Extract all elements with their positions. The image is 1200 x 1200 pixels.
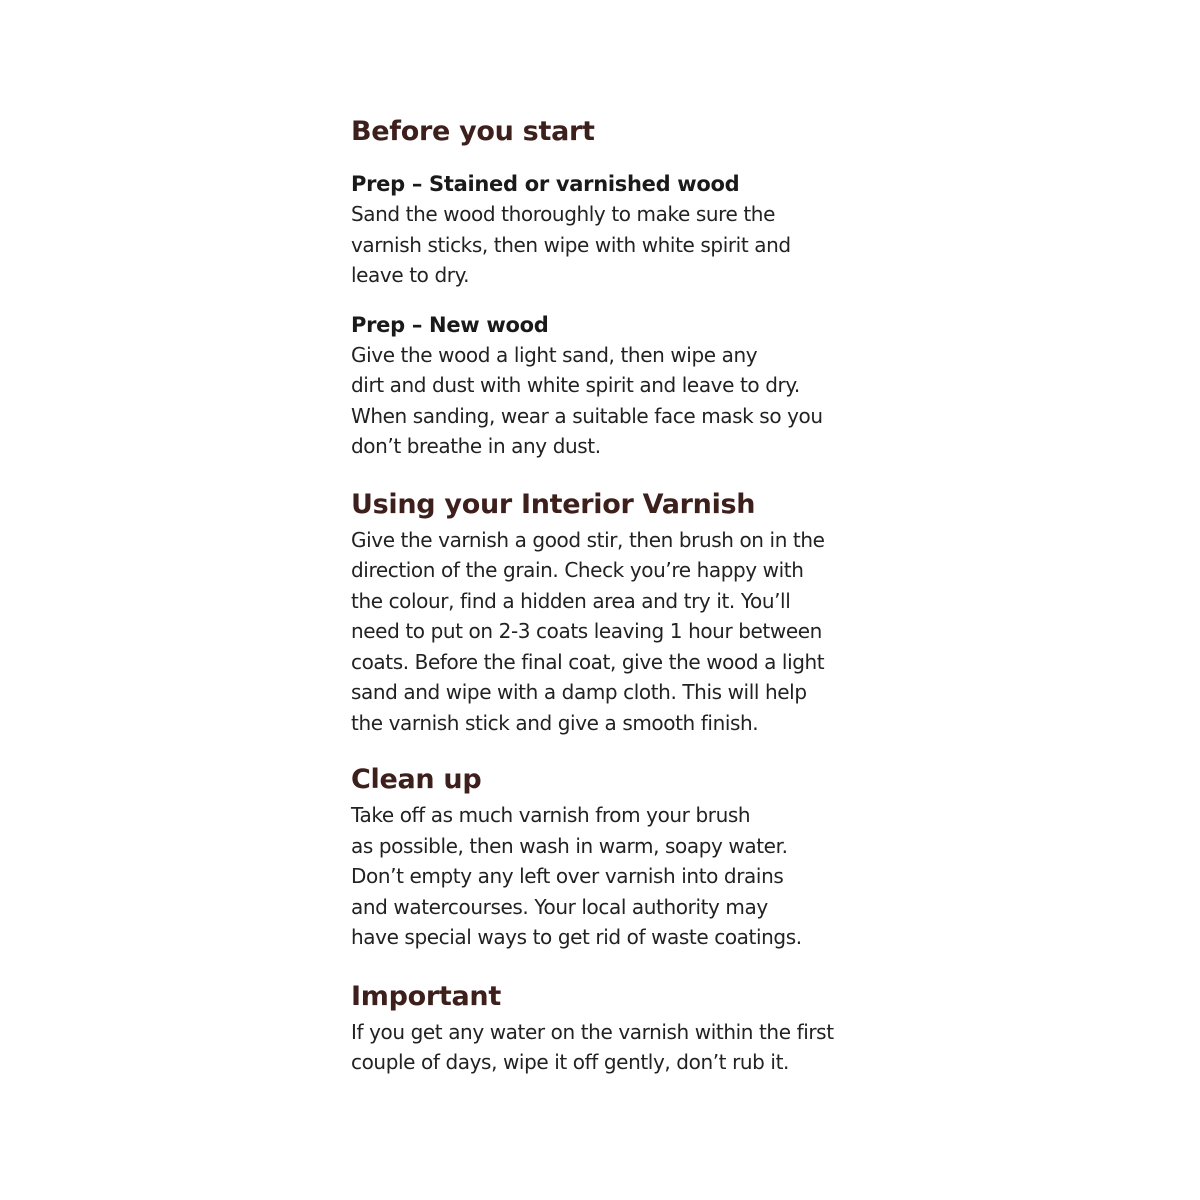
text-line: Don’t empty any left over varnish into drains [351, 864, 784, 888]
text-line: the varnish stick and give a smooth finish. [351, 710, 759, 735]
text-line: have special ways to get rid of waste coatings. [351, 925, 802, 949]
heading-important: Important [351, 980, 501, 1012]
text-line: Give the wood a light sand, then wipe any [351, 342, 758, 367]
text-line: Sand the wood thoroughly to make sure the [351, 202, 775, 226]
text-line: If you get any water on the varnish within the first [351, 1019, 834, 1044]
text-line: Take off as much varnish from your brush [351, 803, 751, 827]
cleanup-block [351, 760, 891, 953]
subheading-prep-stained: Prep – Stained or varnished wood [351, 172, 740, 196]
text-line: Give the varnish a good stir, then brush on in the [351, 527, 825, 552]
heading-clean-up: Clean up [351, 764, 482, 795]
using-block [351, 485, 891, 739]
heading-using-varnish: Using your Interior Varnish [351, 488, 756, 520]
text-line: the colour, find a hidden area and try it. You’ll [351, 588, 791, 613]
heading-before-you-start: Before you start [351, 116, 595, 147]
subheading-prep-new: Prep – New wood [351, 312, 549, 337]
text-line: varnish sticks, then wipe with white spirit and [351, 232, 791, 257]
text-line: leave to dry. [351, 263, 470, 287]
prep-stained-text [351, 199, 891, 291]
important-text [351, 1017, 891, 1078]
text-line: don’t breathe in any dust. [351, 434, 601, 458]
text-line: as possible, then wash in warm, soapy water. [351, 833, 788, 858]
using-text [351, 525, 891, 739]
instructions-card [351, 112, 891, 1078]
cleanup-text [351, 800, 891, 953]
prep-new-block [351, 310, 891, 462]
text-line: need to put on 2-3 coats leaving 1 hour between [351, 619, 822, 643]
prep-new-text [351, 340, 891, 462]
text-line: dirt and dust with white spirit and leave to dry. [351, 373, 800, 397]
text-line: and watercourses. Your local authority may [351, 894, 768, 919]
text-line: When sanding, wear a suitable face mask so you [351, 403, 823, 428]
text-line: direction of the grain. Check you’re happy with [351, 558, 804, 582]
text-line: couple of days, wipe it off gently, don’t rub it. [351, 1050, 789, 1074]
text-line: coats. Before the final coat, give the wood a light [351, 649, 825, 674]
important-block [351, 977, 891, 1078]
prep-stained-block [351, 169, 891, 291]
text-line: sand and wipe with a damp cloth. This will help [351, 680, 807, 704]
